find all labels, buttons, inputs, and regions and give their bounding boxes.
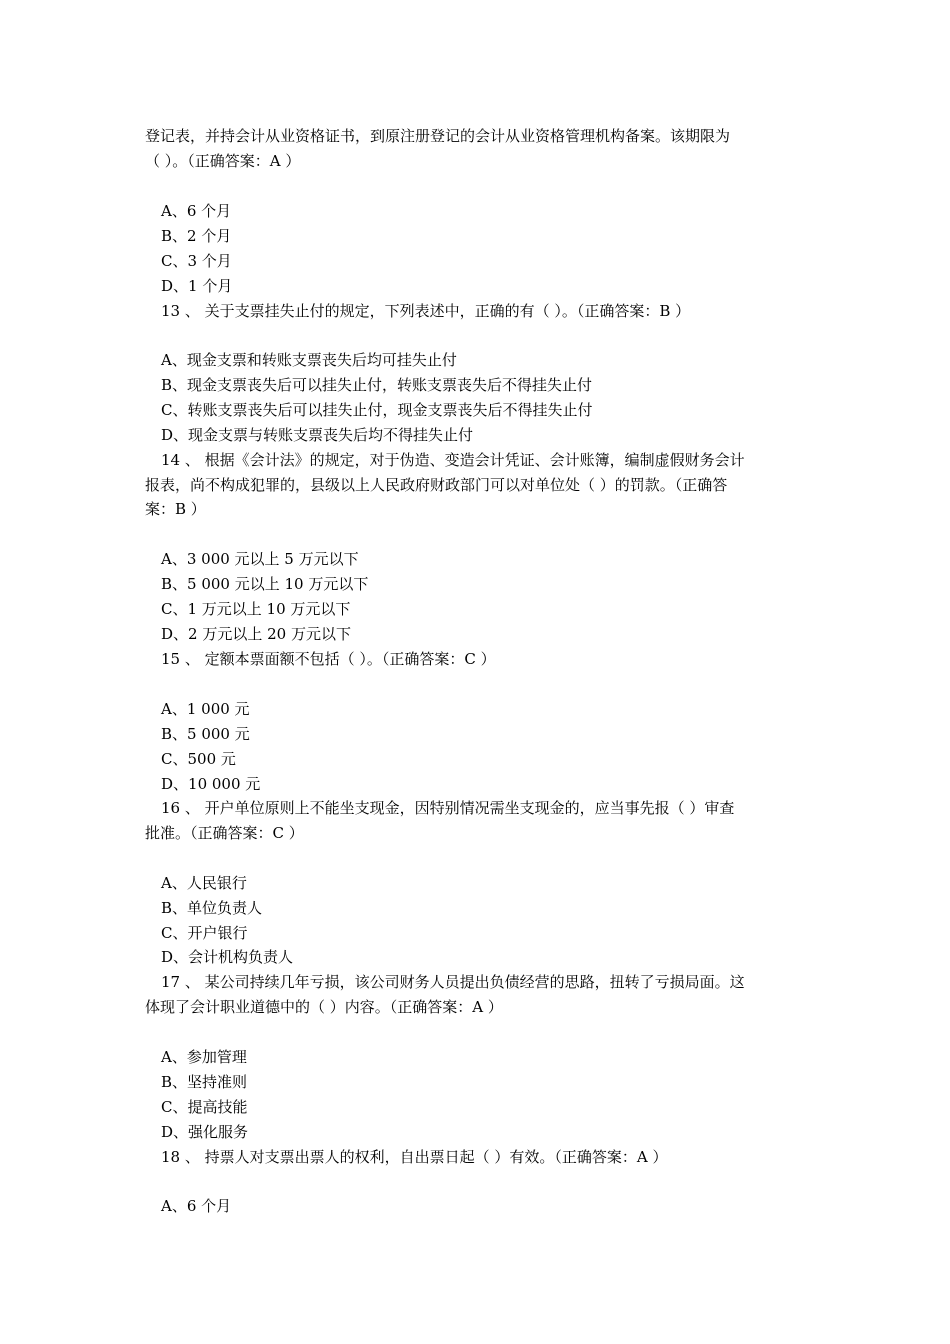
- question-16-text-line2: 批准。（正确答案：C ）: [145, 824, 304, 842]
- question-17-text-line1: 17 、 某公司持续几年亏损，该公司财务人员提出负债经营的思路，扭转了亏损局面。这: [161, 973, 745, 991]
- question-13-option-c: C、转账支票丧失后可以挂失止付，现金支票丧失后不得挂失止付: [161, 401, 593, 419]
- question-12-text-line1: 登记表，并持会计从业资格证书，到原注册登记的会计从业资格管理机构备案。该期限为: [145, 127, 731, 145]
- question-12-option-a: A、6 个月: [161, 202, 232, 220]
- question-14-text-line3: 案：B ）: [145, 500, 206, 518]
- question-14-text-line2: 报表，尚不构成犯罪的，县级以上人民政府财政部门可以对单位处（ ）的罚款。（正确答: [145, 476, 728, 494]
- question-13-option-b: B、现金支票丧失后可以挂失止付，转账支票丧失后不得挂失止付: [161, 376, 593, 394]
- question-17-text-line2: 体现了会计职业道德中的（ ）内容。（正确答案：A ）: [145, 998, 503, 1016]
- question-14-option-c: C、1 万元以上 10 万元以下: [161, 600, 351, 618]
- question-17-option-a: A、参加管理: [161, 1048, 247, 1066]
- question-14-option-a: A、3 000 元以上 5 万元以下: [161, 550, 359, 568]
- question-15-option-b: B、5 000 元: [161, 725, 250, 743]
- question-15-option-a: A、1 000 元: [161, 700, 250, 718]
- question-15-option-d: D、10 000 元: [161, 775, 261, 793]
- question-18-text: 18 、 持票人对支票出票人的权利，自出票日起（ ）有效。（正确答案：A ）: [161, 1148, 668, 1166]
- question-15-option-c: C、500 元: [161, 750, 236, 768]
- question-17-option-c: C、提高技能: [161, 1098, 248, 1116]
- question-17-option-b: B、坚持准则: [161, 1073, 248, 1091]
- question-16-option-b: B、单位负责人: [161, 899, 263, 917]
- question-14-option-d: D、2 万元以上 20 万元以下: [161, 625, 351, 643]
- question-16-option-a: A、人民银行: [161, 874, 247, 892]
- question-15-text: 15 、 定额本票面额不包括（ ）。（正确答案：C ）: [161, 650, 496, 668]
- question-12-option-b: B、2 个月: [161, 227, 232, 245]
- question-12-option-d: D、1 个月: [161, 277, 233, 295]
- question-16-option-d: D、会计机构负责人: [161, 948, 294, 966]
- question-13-option-a: A、现金支票和转账支票丧失后均可挂失止付: [161, 351, 457, 369]
- question-14-option-b: B、5 000 元以上 10 万元以下: [161, 575, 369, 593]
- question-12-text-line2: （ ）。（正确答案：A ）: [145, 152, 301, 170]
- question-13-option-d: D、现金支票与转账支票丧失后均不得挂失止付: [161, 426, 474, 444]
- question-18-option-a: A、6 个月: [161, 1197, 232, 1215]
- question-16-option-c: C、开户银行: [161, 924, 248, 942]
- question-17-option-d: D、强化服务: [161, 1123, 249, 1141]
- question-13-text: 13 、 关于支票挂失止付的规定，下列表述中，正确的有（ ）。（正确答案：B ）: [161, 302, 691, 320]
- question-12-option-c: C、3 个月: [161, 252, 232, 270]
- question-16-text-line1: 16 、 开户单位原则上不能坐支现金，因特别情况需坐支现金的，应当事先报（ ）审查: [161, 799, 735, 817]
- question-14-text-line1: 14 、 根据《会计法》的规定，对于伪造、变造会计凭证、会计账簿，编制虚假财务会计: [161, 451, 745, 469]
